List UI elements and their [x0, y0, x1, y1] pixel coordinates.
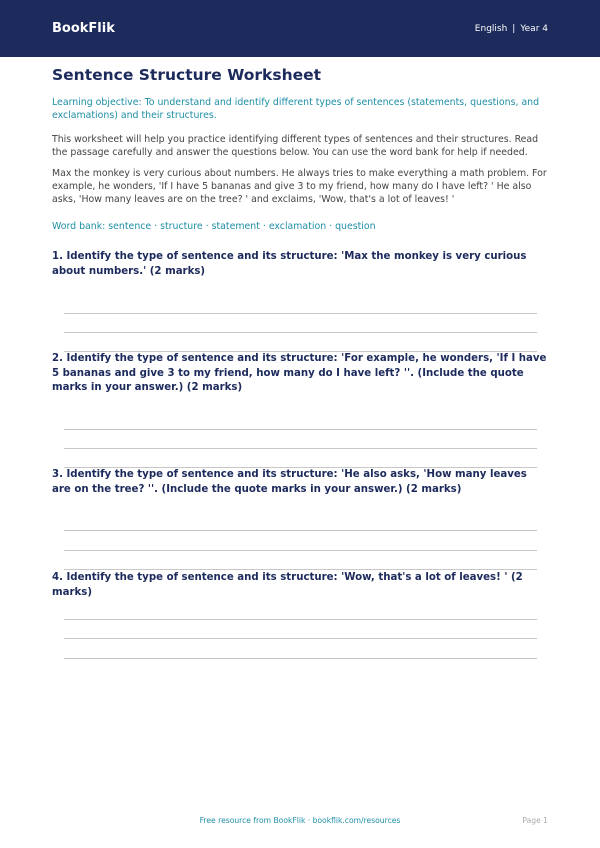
footer-link[interactable]: Free resource from BookFlik · bookflik.com/resources — [199, 816, 401, 825]
answer-line[interactable] — [64, 332, 537, 333]
header-bar — [0, 0, 600, 57]
header-meta — [475, 24, 548, 34]
answer-line[interactable] — [64, 313, 537, 314]
answer-line[interactable] — [64, 569, 537, 570]
question-2: 2. Identify the type of sentence and its structure: 'For example, he wonders, 'If I have 5 bananas and give 3 to my friend, how many do I have left? ''. (Include the quote marks in your answer.) (2 marks) — [52, 353, 547, 393]
question-4: 4. Identify the type of sentence and its structure: 'Wow, that's a lot of leaves! ' (2 marks) — [52, 572, 523, 598]
answer-line[interactable] — [64, 448, 537, 449]
question-3: 3. Identify the type of sentence and its structure: 'He also asks, 'How many leaves are on the tree? ''. (Include the quote marks in your answer.) (2 marks) — [52, 469, 527, 495]
answer-line[interactable] — [64, 530, 537, 531]
question-1: 1. Identify the type of sentence and its structure: 'Max the monkey is very curious about numbers.' (2 marks) — [52, 251, 527, 277]
answer-line[interactable] — [64, 550, 537, 551]
page-number: Page 1 — [522, 816, 548, 825]
answer-line[interactable] — [64, 429, 537, 430]
brand-logo[interactable]: BookFlik — [52, 21, 115, 36]
intro-paragraph: This worksheet will help you practice identifying different types of sentences and their structures. Read the passage carefully and answer the questions below. You can use the word bank for help if needed. — [52, 134, 539, 158]
year-label: Year 4 — [520, 23, 548, 34]
word-bank: Word bank: sentence · structure · statement · exclamation · question — [52, 221, 376, 232]
learning-objective: Learning objective: To understand and identify different types of sentences (statements, questions, and exclamations) and their structures. — [52, 97, 540, 121]
reading-passage: Max the monkey is very curious about numbers. He always tries to make everything a math problem. For example, he wonders, 'If I have 5 bananas and give 3 to my friend, how many do I have left? ' He also asks, 'How many leaves are on the tree? ' and exclaims, 'Wow, that's a lot of leaves! ' — [52, 168, 547, 205]
answer-line[interactable] — [64, 638, 537, 639]
subject-label: English — [474, 23, 508, 34]
worksheet-title: Sentence Structure Worksheet — [52, 66, 322, 84]
answer-line[interactable] — [64, 619, 537, 620]
meta-separator: | — [512, 23, 516, 34]
answer-line[interactable] — [64, 658, 537, 659]
